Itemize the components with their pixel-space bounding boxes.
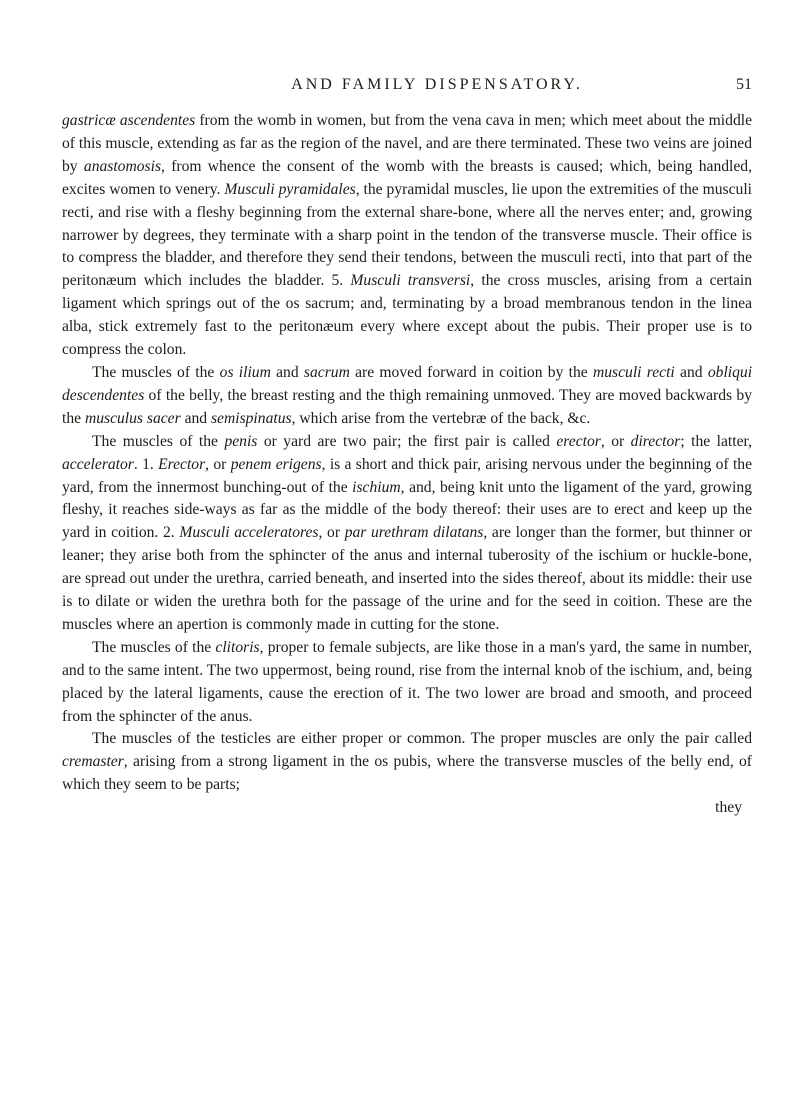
italic-run: musculus sacer	[84, 409, 181, 427]
text-run: from the womb in women, but from the vena cava in men; which meet about the middle of this muscle, extending as far as the region of the navel, and are there terminated. These two veins are joined by	[62, 112, 752, 175]
italic-run: Erector	[158, 455, 206, 473]
italic-run: Musculi transversi	[350, 272, 471, 290]
text-run: , from whence the consent of the womb with the breasts is caused; which, being handled, excites women to venery.	[62, 157, 752, 198]
paragraph	[62, 362, 752, 431]
italic-run: clitoris	[215, 638, 260, 656]
italic-run: penem erigens	[230, 455, 322, 473]
italic-run: os ilium	[219, 363, 271, 381]
text-run: and	[180, 409, 211, 427]
italic-run: accelerator	[62, 455, 134, 473]
paragraph	[62, 637, 752, 729]
text-run: The muscles of the	[92, 432, 225, 450]
text-run: . 1.	[133, 455, 159, 473]
text-run: , arising from a strong ligament in the os pubis, where the transverse muscles of the belly end, of which they seem to be parts;	[62, 753, 752, 794]
italic-run: gastricæ ascendentes	[62, 112, 196, 129]
text-run: , or	[600, 432, 631, 450]
paragraph	[62, 728, 752, 797]
text-run: , the cross muscles, arising from a certain ligament which springs out of the os sacrum; and, terminating by a broad membranous tendon in the linea alba, stick extremely fast to the peritonæum every where except about the pubis. Their proper use is to compress the colon.	[62, 272, 753, 359]
text-run: , is a short and thick pair, arising nervous under the beginning of the yard, from the innermost bunching-out of the	[62, 455, 753, 496]
text-run: , or	[205, 455, 231, 473]
text-run: , which arise from the vertebræ of the back, &c.	[291, 409, 591, 427]
italic-run: erector	[556, 432, 601, 450]
italic-run: penis	[224, 432, 258, 450]
text-run: The muscles of the testicles are either proper or common. The proper muscles are only the pair called	[92, 730, 752, 748]
italic-run: Musculi acceleratores	[179, 524, 319, 542]
text-run: , proper to female subjects, are like those in a man's yard, the same in number, and to the same intent. The two uppermost, being round, rise from the internal knob of the ischium, and, being placed by the lateral ligaments, cause the erection of it. The two lower are broad and smooth, and proceed from the sphincter of the anus.	[62, 638, 752, 725]
catchword: they	[715, 799, 742, 817]
italic-run: semispinatus	[210, 409, 292, 427]
text-run: , and, being knit unto the ligament of the yard, growing fleshy, it reaches side-ways as far as the middle of the body thereof: their uses are to erect and keep up the yard in coition. 2.	[62, 478, 752, 542]
italic-run: sacrum	[303, 363, 350, 381]
text-run: The muscles of the	[92, 638, 216, 656]
text-run: and	[674, 363, 708, 381]
running-header	[62, 76, 752, 110]
italic-run: par urethram dilatans	[344, 524, 484, 542]
running-title: AND FAMILY DISPENSATORY.	[291, 76, 583, 93]
text-run: , or	[318, 524, 345, 542]
italic-run: musculi recti	[592, 363, 675, 381]
text-run: or yard are two pair; the first pair is called	[257, 432, 557, 450]
italic-run: Musculi pyramidales	[224, 180, 356, 198]
paragraph	[62, 110, 752, 362]
paragraph	[62, 431, 752, 637]
italic-run: anastomosis	[83, 157, 162, 175]
text-run: ; the latter,	[680, 432, 752, 450]
text-run: and	[270, 363, 304, 381]
italic-run: director	[630, 432, 681, 450]
italic-run: ischium	[352, 478, 401, 496]
italic-run: obliqui descendentes	[62, 363, 753, 404]
body-text	[62, 110, 752, 797]
text-run: , the pyramidal muscles, lie upon the extremities of the musculi recti, and rise with a fleshy beginning from the external share-bone, where all the nerves enter; and, growing narrower by degrees, they terminate with a sharp point in the tendon of the transverse muscle. Their office is to compress the bladder, and therefore they send their tendons, between the musculi recti, into that part of the peritonæum which includes the bladder. 5.	[62, 180, 752, 290]
italic-run: cremaster	[62, 753, 124, 771]
text-run: The muscles of the	[92, 363, 220, 381]
text-run: are moved forward in coition by the	[349, 363, 593, 381]
text-run: , are longer than the former, but thinner or leaner; they arise both from the sphincter of the anus and internal tuberosity of the ischium or huckle-bone, are spread out under the urethra, carried beneath, and inserted into the sides thereof, about its middle: their use is to dilate or widen the urethra both for the passage of the urine and for the seed in coition. These are the muscles where an apertion is commonly made in cutting for the stone.	[62, 524, 752, 633]
page-number: 51	[736, 76, 752, 93]
text-run: of the belly, the breast resting and the thigh remaining unmoved. They are moved backwards by the	[62, 386, 752, 427]
